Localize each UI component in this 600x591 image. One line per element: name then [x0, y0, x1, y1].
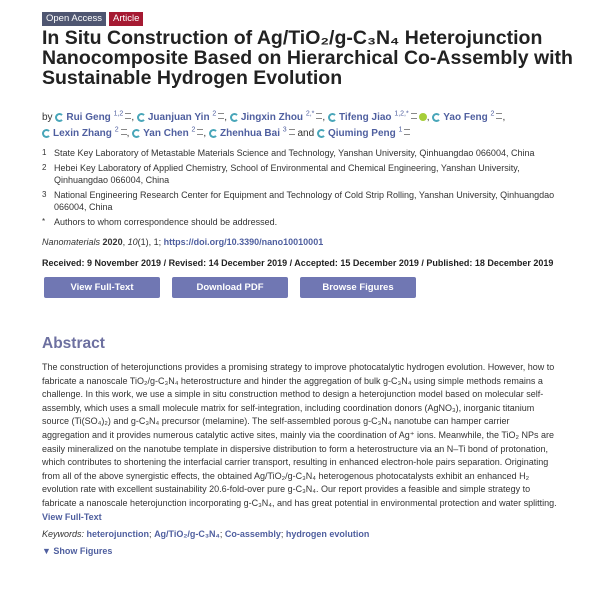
orcid-icon[interactable] [419, 113, 427, 121]
publication-dates: Received: 9 November 2019 / Revised: 14 December 2019 / Accepted: 15 December 2019 / Published: 18 December 2019 [42, 258, 554, 268]
journal-name: Nanomaterials [42, 237, 101, 247]
abstract-line: evolution rate with excellent sustainability 20.6-fold-over pure g-C₃N₄. Our report provides a feasible and simple strategy to [42, 484, 531, 495]
author-entry [209, 128, 295, 139]
author-entry [230, 112, 323, 123]
author-name[interactable]: Zhenhua Bai [219, 128, 280, 139]
show-figures-toggle[interactable]: ▼ Show Figures [42, 546, 113, 557]
doi-link[interactable]: https://doi.org/10.3390/nano10010001 [163, 237, 324, 247]
email-icon[interactable] [121, 129, 127, 135]
article-type-badge: Article [109, 12, 143, 26]
view-full-text-button[interactable]: View Full-Text [44, 277, 160, 298]
author-name[interactable]: Yao Feng [443, 112, 488, 123]
article-header [42, 0, 572, 557]
author-name[interactable]: Tifeng Jiao [338, 112, 392, 123]
person-icon [132, 129, 141, 138]
email-icon[interactable] [316, 113, 322, 119]
author-entry [132, 128, 203, 139]
abstract-line: aggregation and it provides numerous catalytic active sites, mainly via the coordination of Ag⁺ ions. Meanwhile, the TiO₂ NPs are [42, 429, 555, 440]
author-entry [55, 112, 131, 123]
affiliation-text: National Engineering Research Center for Equipment and Technology of Cold Strip Rolling, Yanshan University, Qinhuangdao 066004, China [54, 189, 555, 212]
citation-year: 2020 [102, 237, 123, 247]
author-affiliation-sup: 2,* [305, 110, 315, 118]
author-entry [42, 128, 127, 139]
abstract-line: challenge. In this work, we use a simple in situ construction method to design a heterojunction model based on molecular self- [42, 389, 544, 400]
abstract-line: assembly, which uses a small molecule matrix for self-integration, including coordination donors (AgNO₃), inorganic titanium [42, 402, 535, 413]
keyword-link[interactable]: heterojunction [86, 529, 150, 540]
affiliation-number: 2 [42, 162, 47, 172]
author-name[interactable]: Yan Chen [143, 128, 189, 139]
author-name[interactable]: Juanjuan Yin [147, 112, 210, 123]
author-entry [328, 112, 427, 123]
citation-issue: (1), 1; [137, 237, 162, 247]
abstract-line: The construction of heterojunctions provides a promising strategy to improve photocatalytic hydrogen evolution. However, how to [42, 362, 555, 372]
abstract-line: source (Ti(SO₄)₂) and g-C₃N₄ precursor (melamine). The self-assembled porous g-C₃N₄ nanotube can hamper carrier [42, 416, 510, 427]
authors-prefix: by [42, 112, 53, 123]
person-icon [42, 129, 51, 138]
author-affiliation-sup: 1,2,* [394, 110, 409, 118]
affiliation [42, 189, 572, 214]
person-icon [230, 113, 239, 122]
citation-volume: 10 [127, 237, 138, 247]
affiliation-number: * [42, 216, 46, 226]
keywords: Keywords: heterojunction; Ag/TiO₂/g-C₃N₄; Co-assembly; hydrogen evolution [42, 529, 370, 540]
affiliation [42, 162, 572, 187]
author-entry [137, 112, 224, 123]
email-icon[interactable] [404, 129, 410, 135]
badges [42, 12, 572, 26]
author-name[interactable]: Lexin Zhang [53, 128, 112, 139]
email-icon[interactable] [411, 113, 417, 119]
affiliation-text: Authors to whom correspondence should be addressed. [54, 216, 278, 227]
author-name[interactable]: Qiuming Peng [327, 128, 396, 139]
abstract-line: fabricate a nanoscale TiO₂/g-C₃N₄ heterostructure and hinder the aggregation of bulk g-C₃N₄ using simple methods remains a [42, 375, 543, 386]
abstract-line: easily mineralized on the nanotube template in dispersive distribution to form a heterostructure via an N–Ti bond of protonation, [42, 443, 548, 454]
person-icon [209, 129, 218, 138]
author-affiliation-sup: 2 [490, 110, 495, 118]
person-icon [137, 113, 146, 122]
email-icon[interactable] [496, 113, 502, 119]
author-affiliation-sup: 2 [212, 110, 217, 118]
affiliation-number: 3 [42, 189, 47, 199]
author-affiliation-sup: 1 [398, 126, 403, 134]
abstract-line: from all of the above synergistic effects, the obtained Ag/TiO₂/g-C₃N₄ heterogenous photocatalysts exhibit an enhanced H₂ [42, 470, 530, 481]
person-icon [432, 113, 441, 122]
author-affiliation-sup: 2 [191, 126, 196, 134]
article-title: In Situ Construction of Ag/TiO₂/g-C₃N₄ Heterojunction Nanocomposite Based on Hierarchical Co-Assembly with Sustainable Hydrogen Evolution [42, 27, 573, 89]
keyword-link[interactable]: Co-assembly [224, 529, 281, 540]
keywords-label: Keywords: [42, 529, 85, 540]
email-icon[interactable] [125, 113, 131, 119]
citation: Nanomaterials 2020, 10(1), 1; https://doi.org/10.3390/nano10010001 [42, 237, 324, 247]
open-access-badge: Open Access [42, 12, 106, 26]
person-icon [55, 113, 64, 122]
author-entry [317, 128, 410, 139]
affiliation [42, 216, 572, 229]
keyword-link[interactable]: Ag/TiO₂/g-C₃N₄ [154, 529, 220, 540]
download-pdf-button[interactable]: Download PDF [172, 277, 288, 298]
email-icon[interactable] [289, 129, 295, 135]
author-name[interactable]: Rui Geng [66, 112, 111, 123]
affiliation-text: Hebei Key Laboratory of Applied Chemistry, School of Environmental and Chemical Engineering, Yanshan University, Qinhuangdao 066004, China [54, 162, 520, 185]
abstract-text [42, 361, 572, 524]
author-name[interactable]: Jingxin Zhou [240, 112, 304, 123]
affiliations [42, 147, 572, 228]
author-affiliation-sup: 1,2 [113, 110, 124, 118]
action-buttons [44, 277, 572, 298]
email-icon[interactable] [197, 129, 203, 135]
person-icon [328, 113, 337, 122]
author-affiliation-sup: 3 [282, 126, 287, 134]
browse-figures-button[interactable]: Browse Figures [300, 277, 416, 298]
and-text: and [297, 128, 315, 139]
abstract-view-full-text-link[interactable]: View Full-Text [42, 511, 102, 522]
author-list: by Rui Geng $^{1,2}$ , Juanjuan Yin $^2$ , Jingxin Zhou $^{2,*}$ , Tifeng Jiao $^{1,2,*}$ , Yao Feng $^2$ , Lexin Zhang $^2$ , Yan Chen $^2$ , Zhenhua Bai $^3$ and Qiuming Peng $^1$ [42, 110, 506, 139]
keyword-link[interactable]: hydrogen evolution [285, 529, 370, 540]
author-entry [432, 112, 502, 123]
affiliation-number: 1 [42, 148, 47, 157]
author-affiliation-sup: 2 [114, 126, 119, 134]
affiliation [42, 147, 572, 160]
abstract-line: which contributes to shortening the interfacial carrier transport, resulting in enhanced electron-hole pairs separation. Originating [42, 457, 549, 468]
affiliation-text: State Key Laboratory of Metastable Materials Science and Technology, Yanshan University, Qinhuangdao 066004, China [54, 148, 535, 158]
abstract-line: fabricate a nanoscale heterojunction incorporating g-C₃N₄, and has great potential in environmental protection and water splitting. [42, 497, 557, 508]
person-icon [317, 129, 326, 138]
email-icon[interactable] [218, 113, 224, 119]
abstract-heading: Abstract [42, 335, 105, 352]
